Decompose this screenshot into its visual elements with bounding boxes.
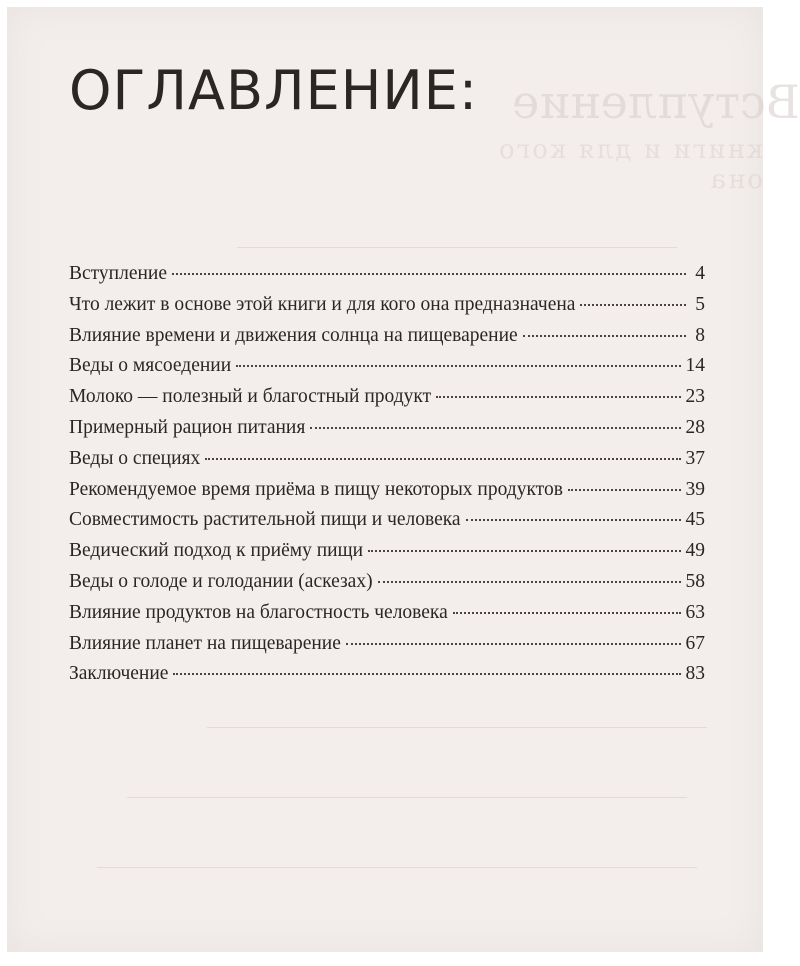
dot-leader — [436, 396, 680, 398]
dot-leader — [172, 273, 686, 275]
toc-entry-title: Влияние планет на пищеварение — [69, 632, 341, 654]
toc-entry — [69, 448, 705, 479]
dot-leader — [173, 673, 680, 675]
toc-entry — [69, 294, 705, 325]
dot-leader — [236, 365, 680, 367]
toc-entry-title: Ведический подход к приёму пищи — [69, 540, 364, 562]
toc-entry — [69, 633, 705, 664]
toc-entry — [69, 602, 705, 633]
show-through-text: книги и для кого она — [496, 135, 763, 195]
toc-entry-page-number: 4 — [695, 263, 705, 284]
toc-entry-title: Веды о голоде и голодании (аскезах) — [69, 570, 373, 592]
show-through-line — [127, 797, 687, 798]
show-through-line — [237, 247, 677, 248]
dot-leader — [580, 304, 686, 306]
toc-entry-page-number: 23 — [685, 386, 705, 408]
dot-leader — [346, 643, 681, 645]
show-through-line — [97, 867, 697, 868]
toc-entry-page-number: 39 — [685, 478, 705, 500]
toc-entry-page-number: 63 — [685, 601, 705, 623]
toc-entry-title: Молоко — полезный и благостный продукт — [69, 386, 432, 408]
toc-entry — [69, 355, 705, 386]
toc-entry-title: Рекомендуемое время приёма в пищу некоторых продуктов — [69, 478, 563, 500]
toc-entry-page-number: 49 — [685, 540, 705, 562]
toc-entry — [69, 663, 705, 694]
page-title: ОГЛАВЛЕНИЕ: — [69, 59, 479, 122]
toc-entry-page-number: 83 — [685, 663, 705, 685]
show-through-text: Вступление — [512, 75, 800, 129]
toc-entry-page-number: 5 — [695, 293, 705, 315]
toc-entry-title: Что лежит в основе этой книги и для кого она предназначена — [69, 293, 576, 315]
dot-leader — [453, 612, 681, 614]
dot-leader — [523, 335, 686, 337]
toc-entry — [69, 263, 705, 294]
book-page — [7, 7, 800, 952]
toc-entry-title: Веды о специях — [69, 447, 201, 469]
toc-entry — [69, 325, 705, 356]
dot-leader — [368, 550, 680, 552]
toc-entry — [69, 509, 705, 540]
toc-entry-page-number: 67 — [685, 632, 705, 654]
toc-entry-page-number: 8 — [695, 324, 705, 346]
dot-leader — [568, 489, 681, 491]
toc-entry-title: Примерный рацион питания — [69, 416, 306, 438]
toc-entry — [69, 417, 705, 448]
toc-entry-title: Влияние продуктов на благостность человека — [69, 601, 448, 623]
toc-entry-page-number: 58 — [685, 570, 705, 592]
toc-entry — [69, 479, 705, 510]
show-through-line — [207, 727, 707, 728]
toc-entry-page-number: 45 — [685, 509, 705, 531]
toc-entry — [69, 571, 705, 602]
toc-entry-title: Веды о мясоедении — [69, 355, 232, 377]
toc-entry-title: Влияние времени и движения солнца на пищеварение — [69, 324, 518, 346]
toc-entry-title: Заключение — [69, 663, 169, 685]
dot-leader — [310, 427, 680, 429]
toc-entry-title: Совместимость растительной пищи и человека — [69, 509, 461, 531]
table-of-contents — [69, 263, 705, 694]
dot-leader — [466, 519, 681, 521]
toc-entry — [69, 386, 705, 417]
toc-entry-page-number: 28 — [685, 416, 705, 438]
toc-entry-page-number: 37 — [685, 447, 705, 469]
dot-leader — [205, 458, 680, 460]
toc-entry-page-number: 14 — [685, 355, 705, 377]
toc-entry — [69, 540, 705, 571]
dot-leader — [378, 581, 681, 583]
toc-entry-title: Вступление — [69, 263, 168, 284]
